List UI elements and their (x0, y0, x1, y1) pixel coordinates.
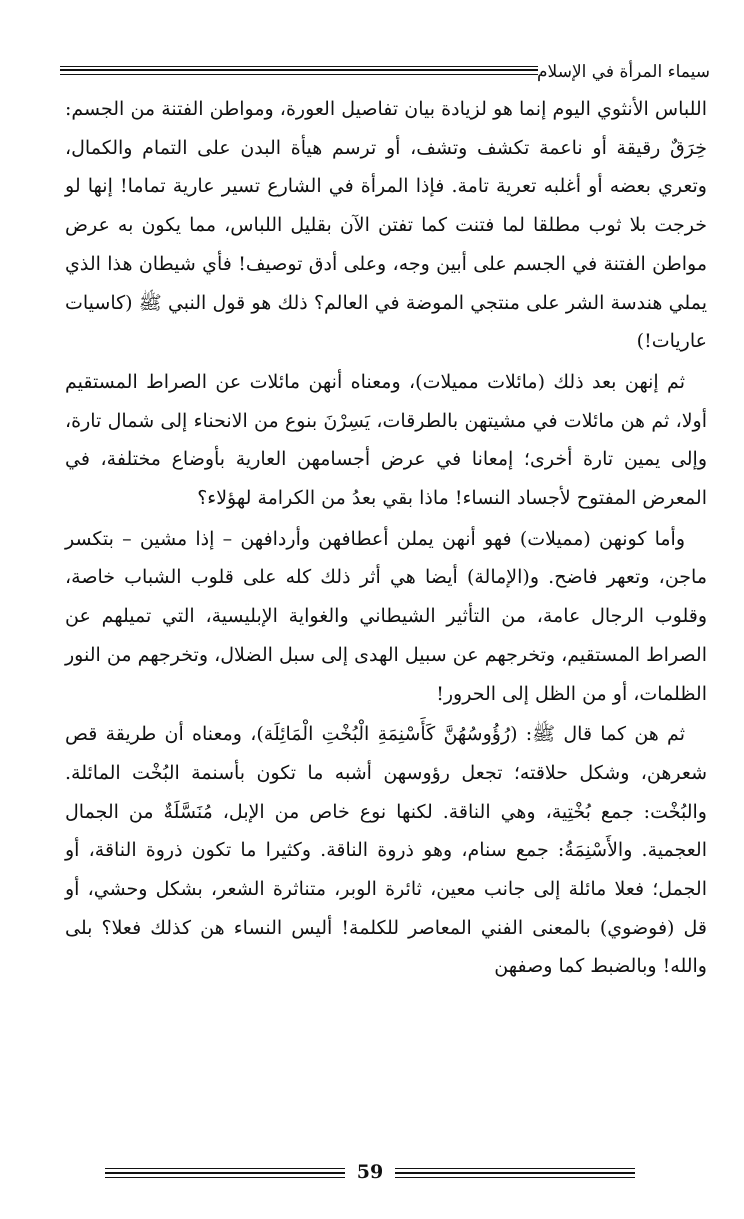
header-rule (60, 74, 538, 75)
footer-rule (395, 1177, 635, 1178)
footer-rule (395, 1172, 635, 1174)
paragraph: ثم إنهن بعد ذلك (مائلات مميلات)، ومعناه أنهن مائلات عن الصراط المستقيم أولا، ثم هن مائلات في مشيتهن بالطرقات، يَسِرْنَ بنوع من الانحناء إلى شمال تارة، وإلى يمين تارة أخرى؛ إمعانا في عرض أجسامهن العارية بأوضاع مختلفة، في المعرض المفتوح لأجساد النساء! ماذا بقي بعدُ من الكرامة لهؤلاء؟ (65, 370, 707, 510)
header-rule (60, 69, 538, 71)
paragraph: ثم هن كما قال ﷺ: (رُؤُوسُهُنَّ كَأَسْنِمَةِ الْبُخْتِ الْمَائِلَة)، ومعناه أن طريقة قص شعرهن، وشكل حلاقته؛ تجعل رؤوسهن أشبه ما تكون بأسنمة البُخْت المائلة. والبُخْت: جمع بُخْتِية، وهي الناقة. لكنها نوع خاص من الإبل، مُنَسَّلَةٌ من الجمال العجمية. والأَسْنِمَةُ: جمع سنام، وهو ذروة الناقة. وكثيرا ما تكون ذروة الناقة، أو الجمل؛ فعلا مائلة إلى جانب معين، ثائرة الوبر، متناثرة الشعر، بشكل وحشي، أو قل (فوضوي) بالمعنى الفني المعاصر للكلمة! أليس النساء هن كذلك فعلا؟ بلى والله! وبالضبط كما وصفهن (65, 723, 707, 978)
paragraph: اللباس الأنثوي اليوم إنما هو لزيادة بيان تفاصيل العورة، ومواطن الفتنة من الجسم: خِرَقٌ رقيقة أو ناعمة تكشف وتشف، أو ترسم هيأة البدن على التمام والكمال، وتعري بعضه أو أغلبه تعرية تامة. فإذا المرأة في الشارع تسير عارية تماما! إنها لو خرجت بلا ثوب مطلقا لما فتنت كما تفتن الآن بقليل اللباس، مما يكون به عرض مواطن الفتنة في الجسم على أبين وجه، وعلى أدق توصيف! فأي شيطان هذا الذي يملي هندسة الشر على منتجي الموضة في العالم؟ ذلك هو قول النبي ﷺ (كاسيات عاريات!) (65, 98, 707, 353)
running-title: سيماء المرأة في الإسلام (537, 62, 710, 82)
footer-rule (105, 1168, 345, 1169)
paragraph: وأما كونهن (مميلات) فهو أنهن يملن أعطافهن وأردافهن – إذا مشين – بتكسر ماجن، وتعهر فاضح. و(الإمالة) أيضا هي أثر ذلك كله على قلوب الشباب خاصة، وقلوب الرجال عامة، من التأثير الشيطاني والغواية الإبليسية، التي تميلهم عن الصراط المستقيم، وتخرجهم عن سبيل الهدى إلى سبل الضلال، وتخرجهم من النور الظلمات، أو من الظل إلى الحرور! (65, 527, 707, 705)
footer-rule (395, 1168, 635, 1169)
page-footer (105, 1158, 635, 1188)
header-rule (60, 66, 538, 67)
footer-rule (105, 1172, 345, 1174)
running-header (60, 58, 710, 88)
body-text (65, 90, 707, 986)
footer-rule (105, 1177, 345, 1178)
page-number: 59 (356, 1161, 384, 1183)
